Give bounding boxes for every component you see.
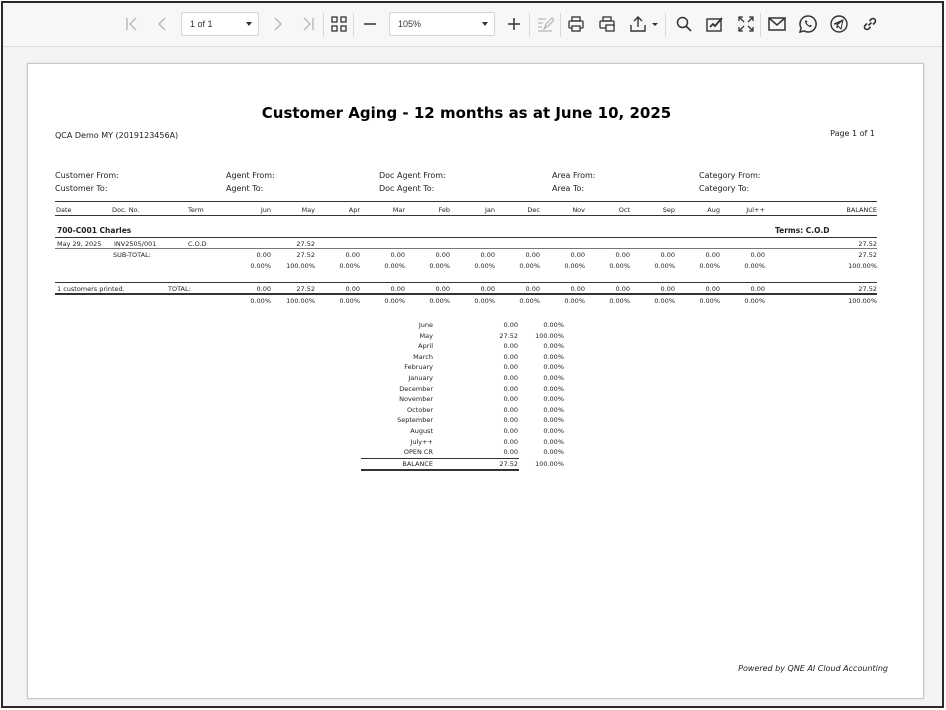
previous-page-icon[interactable]	[151, 11, 173, 37]
column-header-doc-no: Doc. No.	[112, 206, 140, 214]
total-month-amount: 0.00	[435, 285, 450, 293]
subtotal-month-amount: 0.00	[256, 251, 271, 259]
customer-name: 700-C001 Charles	[57, 226, 132, 235]
total-month-pct: 0.00%	[699, 297, 720, 305]
subtotal-month-amount: 0.00	[480, 251, 495, 259]
total-month-pct: 0.00%	[474, 297, 495, 305]
summary-month-label: January	[408, 374, 433, 382]
summary-month-label: February	[404, 363, 433, 372]
subtotal-month-amount: 0.00	[390, 251, 405, 259]
line-date: May 29, 2025	[57, 240, 102, 248]
zoom-value: 105%	[398, 19, 422, 29]
fullscreen-icon[interactable]	[735, 11, 757, 37]
toolbar-separator	[323, 13, 324, 37]
whatsapp-icon[interactable]	[797, 11, 819, 37]
last-page-icon[interactable]	[297, 11, 319, 37]
total-month-amount: 0.00	[570, 285, 585, 293]
summary-month-label: September	[397, 416, 433, 425]
summary-month-label: August	[410, 427, 433, 435]
subtotal-month-pct: 0.00%	[339, 262, 360, 270]
summary-month-amount: 0.00	[503, 416, 518, 425]
summary-month-amount: 0.00	[503, 321, 518, 329]
viewer-frame	[1, 1, 944, 708]
line-doc-no[interactable]: INV2505/001	[114, 240, 157, 248]
summary-month-label: July++	[410, 437, 433, 446]
column-header-month: Jan	[484, 206, 495, 214]
subtotal-month-amount: 0.00	[705, 251, 720, 259]
subtotal-month-pct: 0.00%	[699, 262, 720, 270]
total-month-amount: 0.00	[615, 285, 630, 293]
filter-doc-agent-from: Doc Agent From:	[379, 171, 446, 180]
summary-month-label: November	[399, 395, 433, 404]
column-header-term: Term	[188, 206, 204, 214]
column-header-month: Feb	[438, 206, 450, 214]
search-icon[interactable]	[673, 11, 695, 37]
subtotal-month-pct: 0.00%	[744, 262, 765, 270]
total-month-amount: 0.00	[256, 285, 271, 293]
total-month-amount: 0.00	[660, 285, 675, 293]
total-balance-pct: 100.00%	[848, 297, 877, 305]
subtotal-month-amount: 0.00	[525, 251, 540, 259]
filter-doc-agent-to: Doc Agent To:	[379, 184, 435, 193]
total-month-pct: 0.00%	[654, 297, 675, 305]
total-balance: 27.52	[858, 285, 877, 293]
total-month-pct: 0.00%	[429, 297, 450, 305]
column-header-month: Aug	[707, 206, 720, 214]
customer-rule	[55, 237, 877, 238]
subtotal-month-pct: 0.00%	[384, 262, 405, 270]
total-month-pct: 0.00%	[744, 297, 765, 305]
line-month-amount: 27.52	[296, 240, 315, 248]
subtotal-month-pct: 0.00%	[250, 262, 271, 270]
subtotal-month-amount: 27.52	[296, 251, 315, 259]
toolbar-separator	[560, 13, 561, 37]
summary-month-amount: 0.00	[503, 427, 518, 435]
company-name: QCA Demo MY (2019123456A)	[55, 131, 179, 140]
total-month-pct: 0.00%	[339, 297, 360, 305]
summary-month-amount: 0.00	[503, 405, 518, 414]
filter-category-from: Category From:	[699, 171, 761, 180]
summary-month-label: December	[399, 384, 433, 393]
subtotal-balance-pct: 100.00%	[848, 262, 877, 270]
total-month-pct: 0.00%	[519, 297, 540, 305]
line-term: C.O.D	[188, 240, 207, 248]
print-page-icon[interactable]	[596, 11, 618, 37]
total-month-pct: 100.00%	[286, 297, 315, 305]
summary-rule-bottom	[361, 469, 519, 471]
subtotal-month-pct: 0.00%	[609, 262, 630, 270]
subtotal-balance: 27.52	[858, 251, 877, 259]
summary-month-amount: 0.00	[503, 374, 518, 382]
column-header-balance: BALANCE	[846, 206, 877, 214]
toolbar-separator	[529, 13, 530, 37]
total-month-amount: 0.00	[705, 285, 720, 293]
page-indicator: 1 of 1	[190, 19, 213, 29]
toolbar-separator	[760, 13, 761, 37]
total-label: TOTAL:	[168, 285, 191, 293]
summary-month-amount: 0.00	[503, 384, 518, 393]
summary-month-label: April	[418, 342, 433, 351]
viewer-toolbar	[3, 3, 942, 47]
subtotal-month-pct: 0.00%	[564, 262, 585, 270]
column-header-month: Oct	[618, 206, 630, 214]
summary-month-pct: 0.00%	[543, 448, 564, 457]
total-rule-top	[55, 282, 877, 283]
column-header-month: Jun	[260, 206, 271, 214]
chevron-down-icon	[246, 22, 252, 26]
filter-category-to: Category To:	[699, 184, 750, 193]
chevron-down-icon	[482, 22, 488, 26]
filter-area-from: Area From:	[552, 171, 596, 180]
filter-customer-from: Customer From:	[55, 171, 119, 180]
email-icon[interactable]	[766, 11, 788, 37]
summary-month-label: June	[418, 321, 433, 329]
summary-month-pct: 0.00%	[543, 427, 564, 435]
header-rule-bottom	[55, 215, 877, 216]
subtotal-month-amount: 0.00	[570, 251, 585, 259]
column-header-month: Apr	[348, 206, 360, 214]
summary-month-pct: 0.00%	[543, 352, 564, 361]
summary-month-amount: 0.00	[503, 437, 518, 446]
telegram-icon[interactable]	[828, 11, 850, 37]
summary-month-pct: 0.00%	[543, 321, 564, 329]
powered-by: Powered by QNE AI Cloud Accounting	[738, 664, 888, 673]
subtotal-month-pct: 0.00%	[429, 262, 450, 270]
summary-month-amount: 27.52	[499, 331, 518, 340]
filter-agent-from: Agent From:	[226, 171, 275, 180]
summary-month-pct: 0.00%	[543, 374, 564, 382]
column-header-month: Nov	[572, 206, 585, 214]
page-select[interactable]	[181, 12, 259, 36]
next-page-icon[interactable]	[267, 11, 289, 37]
subtotal-month-pct: 0.00%	[474, 262, 495, 270]
total-rule-bottom	[55, 293, 877, 295]
column-header-month: Dec	[527, 206, 540, 214]
summary-month-pct: 0.00%	[543, 405, 564, 414]
zoom-in-icon[interactable]	[503, 11, 525, 37]
total-month-pct: 0.00%	[609, 297, 630, 305]
summary-balance-label: BALANCE	[402, 460, 433, 468]
total-month-pct: 0.00%	[250, 297, 271, 305]
report-page	[27, 63, 924, 699]
total-month-amount: 0.00	[480, 285, 495, 293]
subtotal-month-amount: 0.00	[750, 251, 765, 259]
column-header-date: Date	[56, 206, 72, 214]
toolbar-separator	[353, 13, 354, 37]
customers-printed: 1 customers printed.	[57, 285, 125, 293]
summary-month-pct: 0.00%	[543, 342, 564, 351]
summary-month-pct: 100.00%	[535, 331, 564, 340]
header-rule-top	[55, 201, 877, 202]
customer-terms: Terms: C.O.D	[775, 226, 830, 235]
summary-month-amount: 0.00	[503, 395, 518, 404]
line-rule	[55, 248, 877, 249]
summary-month-label: March	[413, 352, 433, 361]
total-month-pct: 0.00%	[384, 297, 405, 305]
column-header-month: Sep	[662, 206, 675, 214]
summary-month-label: OPEN CR	[403, 448, 433, 457]
summary-month-amount: 0.00	[503, 363, 518, 372]
total-month-amount: 0.00	[390, 285, 405, 293]
summary-month-pct: 0.00%	[543, 416, 564, 425]
subtotal-month-pct: 0.00%	[654, 262, 675, 270]
link-icon[interactable]	[859, 11, 881, 37]
subtotal-month-amount: 0.00	[615, 251, 630, 259]
subtotal-month-pct: 0.00%	[519, 262, 540, 270]
export-icon[interactable]	[627, 11, 661, 37]
summary-month-pct: 0.00%	[543, 395, 564, 404]
summary-month-pct: 0.00%	[543, 437, 564, 446]
line-balance: 27.52	[858, 240, 877, 248]
zoom-out-icon[interactable]	[359, 11, 381, 37]
toolbar-separator	[665, 13, 666, 37]
subtotal-month-amount: 0.00	[345, 251, 360, 259]
thumbnails-icon[interactable]	[328, 11, 350, 37]
total-month-amount: 27.52	[296, 285, 315, 293]
subtotal-month-amount: 0.00	[660, 251, 675, 259]
summary-rule-top	[361, 458, 519, 459]
filter-customer-to: Customer To:	[55, 184, 108, 193]
first-page-icon[interactable]	[121, 11, 143, 37]
zoom-select[interactable]	[389, 12, 495, 36]
summary-month-pct: 0.00%	[543, 363, 564, 372]
print-icon[interactable]	[565, 11, 587, 37]
column-header-month: Mar	[392, 206, 405, 214]
filter-agent-to: Agent To:	[226, 184, 264, 193]
summary-month-amount: 0.00	[503, 448, 518, 457]
total-month-pct: 0.00%	[564, 297, 585, 305]
subtotal-label: SUB-TOTAL:	[113, 251, 151, 259]
column-header-month: May	[301, 206, 315, 214]
report-title: Customer Aging - 12 months as at June 10, 2025	[261, 104, 672, 122]
summary-balance-amount: 27.52	[499, 460, 518, 468]
summary-month-amount: 0.00	[503, 352, 518, 361]
summary-month-pct: 0.00%	[543, 384, 564, 393]
column-header-month: Jul++	[746, 206, 765, 214]
sign-icon[interactable]	[704, 11, 726, 37]
subtotal-month-amount: 0.00	[435, 251, 450, 259]
subtotal-month-pct: 100.00%	[286, 262, 315, 270]
total-month-amount: 0.00	[525, 285, 540, 293]
summary-balance-pct: 100.00%	[535, 460, 564, 468]
summary-month-amount: 0.00	[503, 342, 518, 351]
total-month-amount: 0.00	[345, 285, 360, 293]
filter-area-to: Area To:	[552, 184, 585, 193]
total-month-amount: 0.00	[750, 285, 765, 293]
summary-month-label: October	[406, 405, 433, 414]
page-label: Page 1 of 1	[830, 129, 875, 138]
edit-icon[interactable]	[534, 11, 556, 37]
summary-month-label: May	[419, 331, 433, 340]
